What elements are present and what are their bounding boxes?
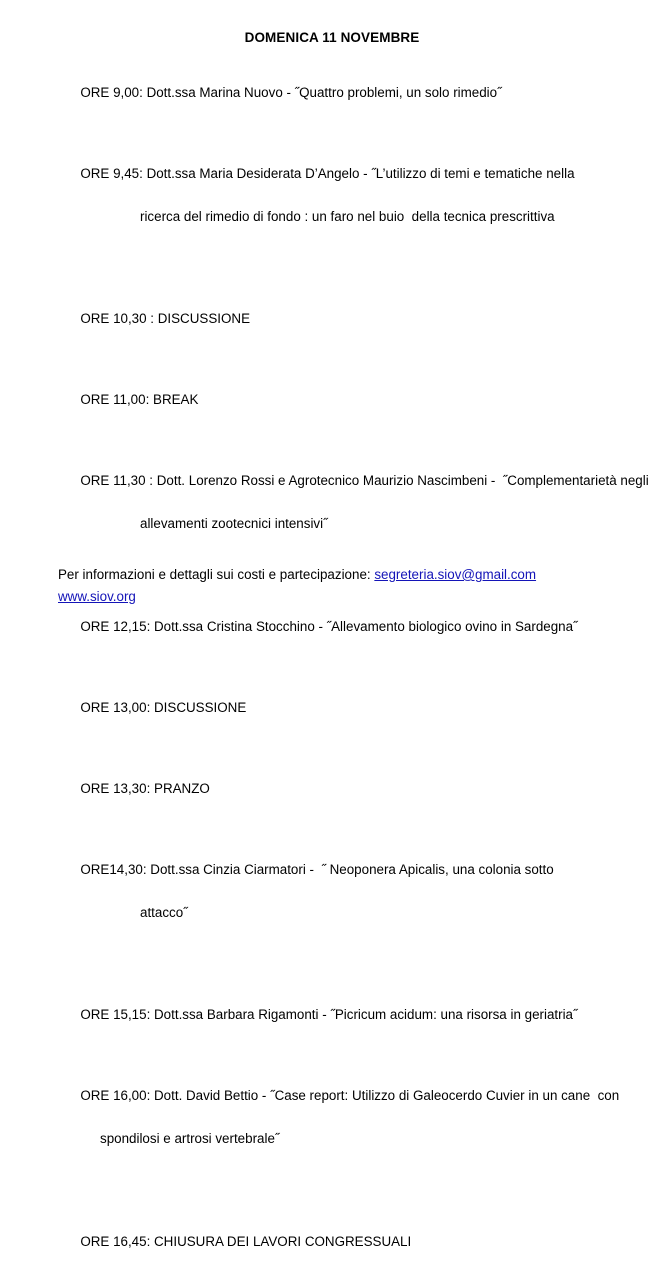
schedule-entry-continuation: allevamenti zootecnici intensivi˝ [140, 516, 328, 531]
schedule-entry-text: ORE 15,15: Dott.ssa Barbara Rigamonti - ˝Picricum acidum: una risorsa in geriatria˝ [80, 1007, 578, 1022]
email-link[interactable]: segreteria.siov@gmail.com [374, 567, 537, 582]
contact-info-line [58, 564, 658, 586]
schedule-entry [58, 60, 658, 125]
schedule-entry-text: ORE 13,30: PRANZO [80, 780, 210, 796]
schedule-entry-text: ORE 11,30 : Dott. Lorenzo Rossi e Agrotecnico Maurizio Nascimbeni - ˝Complementarietà negli [80, 473, 649, 488]
schedule-entry [58, 1209, 658, 1274]
schedule-entry [58, 1064, 658, 1193]
contact-footer [58, 564, 658, 607]
schedule-entry-text: ORE 12,15: Dott.ssa Cristina Stocchino - ˝Allevamento biologico ovino in Sardegna˝ [80, 618, 578, 634]
schedule-entry-continuation: attacco˝ [140, 904, 188, 920]
schedule-entry [58, 449, 658, 578]
schedule-entry [58, 287, 658, 352]
page-title: DOMENICA 11 NOVEMBRE [244, 30, 420, 45]
schedule-entry [58, 141, 658, 270]
schedule-entry-continuation: spondilosi e artrosi vertebrale˝ [100, 1131, 280, 1146]
schedule-entry-text: ORE 13,00: DISCUSSIONE [80, 699, 247, 715]
schedule-entry [58, 983, 658, 1048]
schedule-entry [58, 368, 658, 433]
schedule-entry [58, 837, 658, 966]
schedule-entry-text: ORE14,30: Dott.ssa Cinzia Ciarmatori - ˝ Neoponera Apicalis, una colonia sotto [80, 861, 554, 877]
schedule-entry-text: ORE 9,00: Dott.ssa Marina Nuovo - ˝Quattro problemi, un solo rimedio˝ [80, 84, 502, 100]
schedule-entry-text: ORE 16,45: CHIUSURA DEI LAVORI CONGRESSUALI [80, 1233, 412, 1249]
schedule-entry [58, 756, 658, 821]
contact-info-text: Per informazioni e dettagli sui costi e partecipazione: [58, 567, 375, 582]
schedule-entry-text: ORE 10,30 : DISCUSSIONE [80, 311, 250, 326]
schedule-entry-text: ORE 11,00: BREAK [80, 392, 199, 407]
schedule-entry-continuation: ricerca del rimedio di fondo : un faro nel buio della tecnica prescrittiva [140, 208, 555, 224]
schedule-entry-text: ORE 9,45: Dott.ssa Maria Desiderata D’Angelo - ˝L’utilizzo di temi e tematiche nella [80, 165, 575, 181]
website-link[interactable]: www.siov.org [58, 588, 136, 604]
schedule-list [58, 60, 658, 1274]
schedule-entry [58, 675, 658, 740]
schedule-entry-text: ORE 16,00: Dott. David Bettio - ˝Case report: Utilizzo di Galeocerdo Cuvier in un cane con [80, 1088, 620, 1103]
website-line [58, 586, 658, 608]
